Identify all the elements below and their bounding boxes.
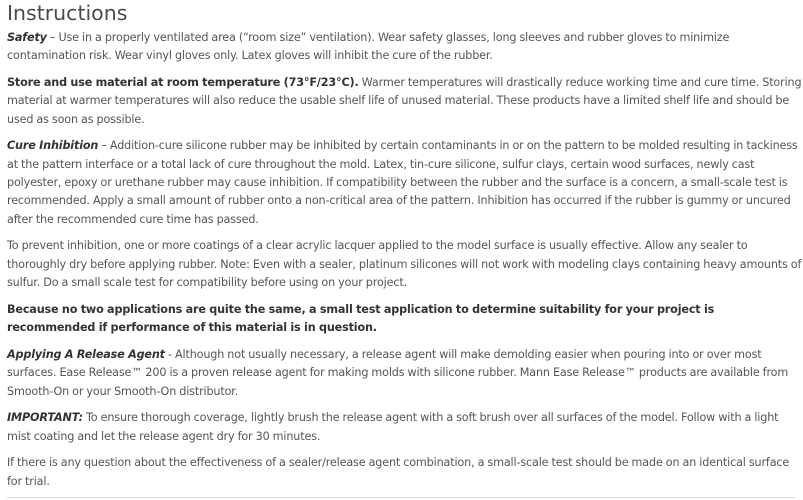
release-agent-text: - Although not usually necessary, a release agent will make demolding easier when pouring into or over most surfaces. Ease Release™ 200 is a proven release agent for making molds with silicone rubber. Mann Ease Release™ products are available from Smooth-On or your Smooth-On distributor. xyxy=(7,347,789,398)
storage-lead: Store and use material at room temperature (73°F/23°C). xyxy=(7,76,359,90)
safety-paragraph xyxy=(7,29,802,66)
safety-text: – Use in a properly ventilated area (“room size” ventilation). Wear safety glasses, long sleeves and rubber gloves to minimize contamination risk. Wear vinyl gloves only. Latex gloves will inhibit the cure of the rubber. xyxy=(7,31,730,63)
important-text: To ensure thorough coverage, lightly brush the release agent with a soft brush over all surfaces of the model. Follow with a light mist coating and let the release agent dry for 30 minutes. xyxy=(7,411,779,443)
release-agent-lead: Applying A Release Agent xyxy=(7,347,165,361)
release-agent-paragraph xyxy=(7,346,802,401)
cure-inhibition-text: – Addition-cure silicone rubber may be inhibited by certain contaminants in or on the pattern to be molded resulting in tackiness at the pattern interface or a total lack of cure throughout the mold. Latex, tin-cure silicone, sulfur clays, certain wood surfaces, newly cast polyester, epoxy or urethane rubber may cause inhibition. If compatibility between the rubber and the surface is a concern, a small-scale test is recommended. Apply a small amount of rubber onto a non-critical area of the pattern. Inhibition has occurred if the rubber is gummy or uncured after the recommended cure time has passed. xyxy=(7,139,798,226)
important-paragraph xyxy=(7,409,802,446)
closing-paragraph: If there is any question about the effectiveness of a sealer/release agent combination, a small-scale test should be made on an identical surface for trial. xyxy=(7,456,790,488)
storage-paragraph xyxy=(7,74,802,129)
important-lead: IMPORTANT: xyxy=(7,411,83,425)
safety-lead: Safety xyxy=(7,31,47,44)
cure-inhibition-lead: Cure Inhibition xyxy=(7,139,99,153)
section-title: Instructions xyxy=(7,1,128,25)
prevent-inhibition-paragraph: To prevent inhibition, one or more coatings of a clear acrylic lacquer applied to the model surface is usually effective. Allow any sealer to thoroughly dry before applying rubber. Note: Even with a sealer, platinum silicones will not work with modeling clays containing heavy amounts of sulfur. Do a small scale test for compatibility before using on your project. xyxy=(7,239,802,290)
storage-text: Warmer temperatures will drastically reduce working time and cure time. Storing material at warmer temperatures will also reduce the usable shelf life of unused material. These products have a limited shelf life and should be used as soon as possible. xyxy=(7,76,802,126)
test-notice-paragraph: Because no two applications are quite the same, a small test application to determine suitability for your project is recommended if performance of this material is in question. xyxy=(7,302,715,335)
cure-inhibition-paragraph xyxy=(7,137,802,228)
section-divider xyxy=(7,497,795,498)
